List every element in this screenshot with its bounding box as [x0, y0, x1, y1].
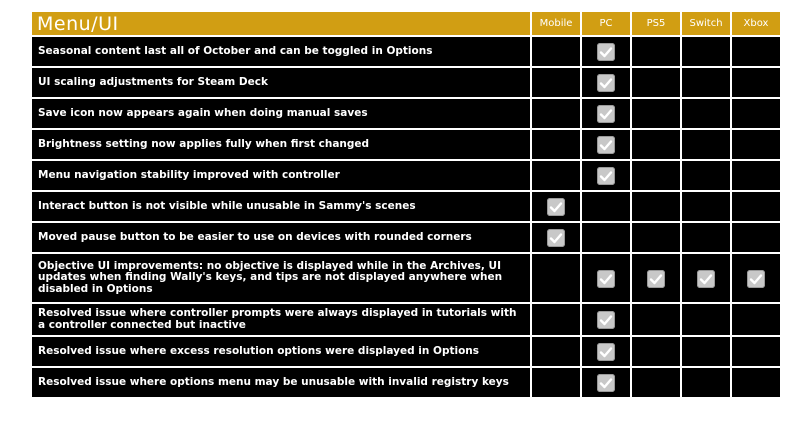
platform-cell-xbox [732, 223, 780, 252]
platform-cell-ps5 [632, 99, 680, 128]
platform-cell-pc [582, 68, 630, 97]
platform-cell-mobile [532, 304, 580, 335]
change-description: Interact button is not visible while unusable in Sammy's scenes [32, 192, 530, 221]
table-row [32, 161, 780, 190]
platform-cell-xbox [732, 37, 780, 66]
platform-cell-xbox [732, 192, 780, 221]
platform-cell-pc [582, 99, 630, 128]
platform-cell-mobile [532, 337, 580, 366]
checkmark-icon [597, 74, 615, 92]
platform-cell-ps5 [632, 337, 680, 366]
change-description: Resolved issue where options menu may be unusable with invalid registry keys [32, 368, 530, 397]
platform-cell-xbox [732, 161, 780, 190]
table-row [32, 192, 780, 221]
platform-cell-mobile [532, 161, 580, 190]
checkmark-icon [597, 105, 615, 123]
checkmark-icon [597, 374, 615, 392]
platform-cell-pc [582, 161, 630, 190]
change-description: Resolved issue where excess resolution options were displayed in Options [32, 337, 530, 366]
platform-cell-mobile [532, 99, 580, 128]
platform-cell-mobile [532, 223, 580, 252]
platform-cell-ps5 [632, 254, 680, 302]
table-row [32, 223, 780, 252]
checkmark-icon [547, 198, 565, 216]
platform-cell-pc [582, 254, 630, 302]
table-row [32, 337, 780, 366]
platform-cell-xbox [732, 68, 780, 97]
change-description: Seasonal content last all of October and can be toggled in Options [32, 37, 530, 66]
platform-header-ps5: PS5 [632, 12, 680, 35]
platform-cell-switch [682, 337, 730, 366]
platform-cell-ps5 [632, 192, 680, 221]
section-title: Menu/UI [32, 12, 530, 35]
platform-cell-pc [582, 37, 630, 66]
platform-cell-xbox [732, 304, 780, 335]
platform-cell-ps5 [632, 161, 680, 190]
change-description: UI scaling adjustments for Steam Deck [32, 68, 530, 97]
platform-cell-switch [682, 99, 730, 128]
platform-cell-mobile [532, 130, 580, 159]
change-description: Save icon now appears again when doing manual saves [32, 99, 530, 128]
platform-cell-xbox [732, 337, 780, 366]
platform-cell-pc [582, 337, 630, 366]
platform-cell-pc [582, 130, 630, 159]
platform-cell-switch [682, 130, 730, 159]
change-description: Moved pause button to be easier to use on devices with rounded corners [32, 223, 530, 252]
platform-cell-switch [682, 192, 730, 221]
checkmark-icon [597, 43, 615, 61]
checkmark-icon [597, 167, 615, 185]
platform-cell-pc [582, 192, 630, 221]
platform-cell-mobile [532, 37, 580, 66]
change-description: Resolved issue where controller prompts were always displayed in tutorials with a controller connected but inactive [32, 304, 530, 335]
platform-cell-xbox [732, 368, 780, 397]
platform-cell-switch [682, 254, 730, 302]
checkmark-icon [597, 343, 615, 361]
checkmark-icon [647, 270, 665, 288]
table-body [32, 37, 780, 397]
change-description: Menu navigation stability improved with controller [32, 161, 530, 190]
checkmark-icon [597, 136, 615, 154]
platform-cell-ps5 [632, 368, 680, 397]
platform-cell-ps5 [632, 130, 680, 159]
platform-cell-mobile [532, 254, 580, 302]
platform-header-pc: PC [582, 12, 630, 35]
platform-cell-xbox [732, 99, 780, 128]
checkmark-icon [597, 270, 615, 288]
platform-cell-switch [682, 368, 730, 397]
platform-cell-mobile [532, 192, 580, 221]
platform-cell-ps5 [632, 223, 680, 252]
platform-cell-mobile [532, 68, 580, 97]
platform-header-xbox: Xbox [732, 12, 780, 35]
platform-cell-pc [582, 223, 630, 252]
platform-cell-switch [682, 223, 730, 252]
platform-header-switch: Switch [682, 12, 730, 35]
checkmark-icon [697, 270, 715, 288]
platform-cell-xbox [732, 130, 780, 159]
platform-cell-switch [682, 161, 730, 190]
platform-cell-ps5 [632, 68, 680, 97]
table-row [32, 37, 780, 66]
platform-cell-pc [582, 368, 630, 397]
platform-cell-ps5 [632, 304, 680, 335]
table-row [32, 368, 780, 397]
platform-header-mobile: Mobile [532, 12, 580, 35]
platform-cell-switch [682, 37, 730, 66]
checkmark-icon [547, 229, 565, 247]
header-row [32, 12, 780, 35]
change-description: Brightness setting now applies fully when first changed [32, 130, 530, 159]
table-row [32, 68, 780, 97]
checkmark-icon [747, 270, 765, 288]
platform-cell-mobile [532, 368, 580, 397]
platform-cell-xbox [732, 254, 780, 302]
table-row [32, 130, 780, 159]
platform-cell-switch [682, 304, 730, 335]
change-description: Objective UI improvements: no objective is displayed while in the Archives, UI updates when finding Wally's keys, and tips are not displayed anywhere when disabled in Options [32, 254, 530, 302]
platform-cell-pc [582, 304, 630, 335]
table-row [32, 99, 780, 128]
table-row [32, 304, 780, 335]
platform-cell-switch [682, 68, 730, 97]
table-row [32, 254, 780, 302]
platform-cell-ps5 [632, 37, 680, 66]
checkmark-icon [597, 311, 615, 329]
patch-notes-table [30, 10, 782, 399]
